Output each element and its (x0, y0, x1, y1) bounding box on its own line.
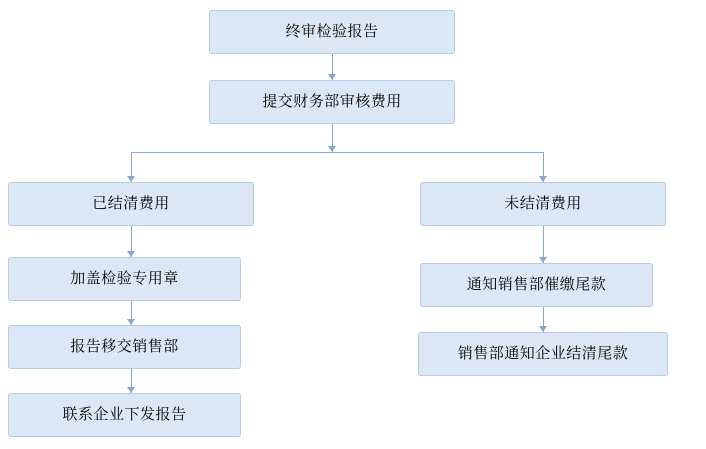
flowchart-node-label: 通知销售部催缴尾款 (466, 276, 607, 293)
flowchart-node-n6[interactable] (420, 263, 653, 307)
flowchart-node-label: 已结清费用 (92, 195, 170, 212)
flowchart-node-label: 未结清费用 (504, 195, 582, 212)
flowchart-node-n1[interactable] (209, 10, 455, 54)
flowchart-node-label: 报告移交销售部 (70, 338, 179, 355)
flowchart-node-n2[interactable] (209, 80, 455, 124)
flowchart-node-label: 销售部通知企业结清尾款 (457, 345, 629, 362)
connector-line (131, 152, 543, 153)
flowchart-node-label: 联系企业下发报告 (62, 406, 187, 423)
flowchart-node-n3[interactable] (8, 182, 254, 226)
flowchart-node-n5[interactable] (8, 257, 241, 301)
flowchart-node-n9[interactable] (8, 393, 241, 437)
flowchart-node-n8[interactable] (418, 332, 668, 376)
flowchart-node-n4[interactable] (420, 182, 666, 226)
flowchart-node-n7[interactable] (8, 325, 241, 369)
flowchart-node-label: 提交财务部审核费用 (262, 93, 402, 110)
flowchart-node-label: 加盖检验专用章 (70, 270, 179, 287)
flowchart-node-label: 终审检验报告 (285, 23, 379, 40)
arrow-head-icon (328, 146, 336, 152)
